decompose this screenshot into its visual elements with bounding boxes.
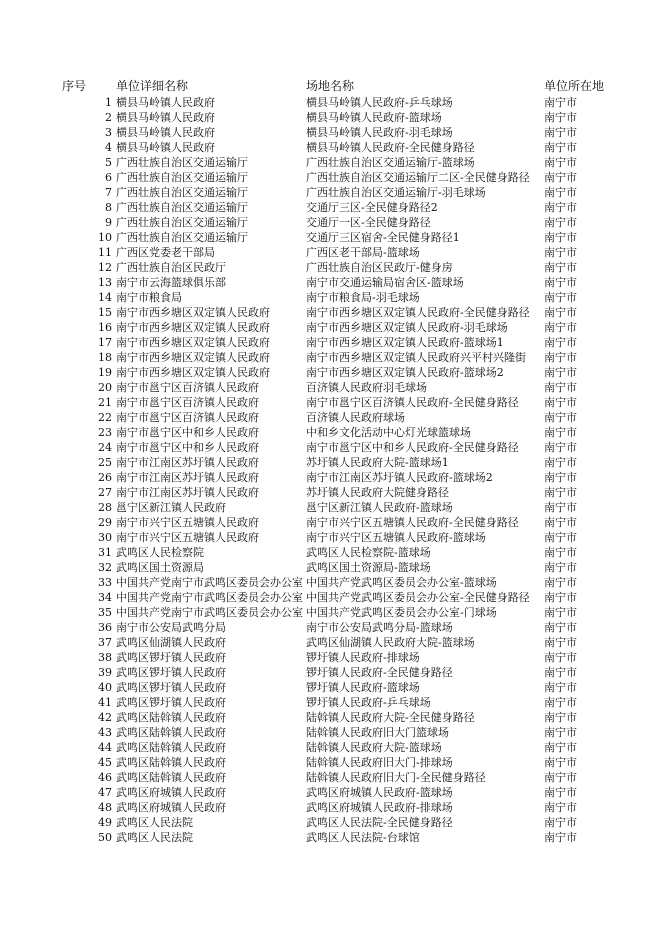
table-row bbox=[0, 200, 662, 215]
unit-name-cell: 邕宁区新江镇人民政府 bbox=[116, 501, 226, 514]
venue-name-cell: 交通厅一区-全民健身路径 bbox=[306, 216, 431, 229]
unit-name-cell: 武鸣区人民法院 bbox=[116, 831, 193, 844]
unit-name-cell: 南宁市云海篮球俱乐部 bbox=[116, 276, 226, 289]
unit-name-cell: 南宁市西乡塘区双定镇人民政府 bbox=[116, 306, 270, 319]
venue-name-cell: 陆斡镇人民政府大院-篮球场 bbox=[306, 741, 442, 754]
venue-name-cell: 陆斡镇人民政府旧大门-排球场 bbox=[306, 756, 453, 769]
table-row bbox=[0, 785, 662, 800]
location-cell: 南宁市 bbox=[544, 636, 577, 649]
location-cell: 南宁市 bbox=[544, 516, 577, 529]
venue-name-cell: 横县马岭镇人民政府-篮球场 bbox=[306, 111, 442, 124]
seq-cell: 49 bbox=[98, 816, 112, 829]
location-cell: 南宁市 bbox=[544, 456, 577, 469]
table-row bbox=[0, 110, 662, 125]
seq-cell: 35 bbox=[98, 606, 112, 619]
table-row bbox=[0, 815, 662, 830]
table-row bbox=[0, 710, 662, 725]
unit-name-cell: 南宁市粮食局 bbox=[116, 291, 182, 304]
location-cell: 南宁市 bbox=[544, 441, 577, 454]
seq-cell: 36 bbox=[98, 621, 112, 634]
table-row bbox=[0, 455, 662, 470]
venue-name-cell: 南宁市交通运输局宿舍区-篮球场 bbox=[306, 276, 464, 289]
seq-cell: 8 bbox=[105, 201, 112, 214]
venue-name-cell: 邕宁区新江镇人民政府-篮球场 bbox=[306, 501, 453, 514]
header-unit: 单位详细名称 bbox=[116, 79, 189, 93]
location-cell: 南宁市 bbox=[544, 411, 577, 424]
venue-name-cell: 南宁市粮食局-羽毛球场 bbox=[306, 291, 420, 304]
venue-name-cell: 武鸣区府城镇人民政府-排球场 bbox=[306, 801, 453, 814]
venue-name-cell: 南宁市邕宁区中和乡人民政府-全民健身路径 bbox=[306, 441, 519, 454]
seq-cell: 50 bbox=[98, 831, 112, 844]
table-row bbox=[0, 440, 662, 455]
location-cell: 南宁市 bbox=[544, 291, 577, 304]
table-row bbox=[0, 140, 662, 155]
unit-name-cell: 武鸣区陆斡镇人民政府 bbox=[116, 741, 226, 754]
seq-cell: 6 bbox=[105, 171, 112, 184]
unit-name-cell: 南宁市西乡塘区双定镇人民政府 bbox=[116, 351, 270, 364]
location-cell: 南宁市 bbox=[544, 666, 577, 679]
venue-name-cell: 广西壮族自治区交通运输厅-篮球场 bbox=[306, 156, 475, 169]
unit-name-cell: 南宁市邕宁区百济镇人民政府 bbox=[116, 411, 259, 424]
table-row bbox=[0, 350, 662, 365]
location-cell: 南宁市 bbox=[544, 381, 577, 394]
table-row bbox=[0, 560, 662, 575]
seq-cell: 47 bbox=[98, 786, 112, 799]
venue-name-cell: 百济镇人民政府球场 bbox=[306, 411, 405, 424]
unit-name-cell: 武鸣区陆斡镇人民政府 bbox=[116, 771, 226, 784]
venue-name-cell: 陆斡镇人民政府旧大门篮球场 bbox=[306, 726, 449, 739]
venue-name-cell: 武鸣区人民法院-全民健身路径 bbox=[306, 816, 453, 829]
venue-name-cell: 南宁市江南区苏圩镇人民政府-篮球场2 bbox=[306, 471, 493, 484]
table-row bbox=[0, 590, 662, 605]
venue-name-cell: 交通厅三区宿舍-全民健身路径1 bbox=[306, 231, 460, 244]
seq-cell: 9 bbox=[105, 216, 112, 229]
venue-name-cell: 苏圩镇人民政府大院健身路径 bbox=[306, 486, 449, 499]
unit-name-cell: 武鸣区仙湖镇人民政府 bbox=[116, 636, 226, 649]
venue-name-cell: 武鸣区人民法院-台球馆 bbox=[306, 831, 420, 844]
unit-name-cell: 广西壮族自治区交通运输厅 bbox=[116, 171, 248, 184]
table-row bbox=[0, 680, 662, 695]
location-cell: 南宁市 bbox=[544, 501, 577, 514]
venue-name-cell: 横县马岭镇人民政府-羽毛球场 bbox=[306, 126, 453, 139]
unit-name-cell: 南宁市邕宁区百济镇人民政府 bbox=[116, 396, 259, 409]
unit-name-cell: 广西壮族自治区交通运输厅 bbox=[116, 231, 248, 244]
venue-name-cell: 武鸣区人民检察院-篮球场 bbox=[306, 546, 431, 559]
venue-name-cell: 横县马岭镇人民政府-乒乓球场 bbox=[306, 96, 453, 109]
location-cell: 南宁市 bbox=[544, 396, 577, 409]
seq-cell: 1 bbox=[105, 96, 112, 109]
seq-cell: 48 bbox=[98, 801, 112, 814]
location-cell: 南宁市 bbox=[544, 306, 577, 319]
table-row bbox=[0, 365, 662, 380]
table-row bbox=[0, 155, 662, 170]
seq-cell: 14 bbox=[98, 291, 112, 304]
seq-cell: 38 bbox=[98, 651, 112, 664]
unit-name-cell: 南宁市邕宁区中和乡人民政府 bbox=[116, 426, 259, 439]
location-cell: 南宁市 bbox=[544, 546, 577, 559]
unit-name-cell: 武鸣区锣圩镇人民政府 bbox=[116, 681, 226, 694]
seq-cell: 33 bbox=[98, 576, 112, 589]
unit-name-cell: 广西壮族自治区交通运输厅 bbox=[116, 216, 248, 229]
unit-name-cell: 武鸣区锣圩镇人民政府 bbox=[116, 666, 226, 679]
venue-name-cell: 锣圩镇人民政府-乒乓球场 bbox=[306, 696, 431, 709]
table-row bbox=[0, 230, 662, 245]
table-row bbox=[0, 515, 662, 530]
unit-name-cell: 武鸣区国土资源局 bbox=[116, 561, 204, 574]
unit-name-cell: 南宁市邕宁区百济镇人民政府 bbox=[116, 381, 259, 394]
location-cell: 南宁市 bbox=[544, 726, 577, 739]
seq-cell: 3 bbox=[105, 126, 112, 139]
venue-name-cell: 百济镇人民政府羽毛球场 bbox=[306, 381, 427, 394]
location-cell: 南宁市 bbox=[544, 321, 577, 334]
unit-name-cell: 中国共产党南宁市武鸣区委员会办公室 bbox=[116, 591, 303, 604]
location-cell: 南宁市 bbox=[544, 126, 577, 139]
location-cell: 南宁市 bbox=[544, 201, 577, 214]
venue-name-cell: 南宁市西乡塘区双定镇人民政府兴平村兴隆街 bbox=[306, 351, 526, 364]
location-cell: 南宁市 bbox=[544, 486, 577, 499]
location-cell: 南宁市 bbox=[544, 831, 577, 844]
table-row bbox=[0, 320, 662, 335]
venue-name-cell: 锣圩镇人民政府-全民健身路径 bbox=[306, 666, 453, 679]
unit-name-cell: 广西壮族自治区交通运输厅 bbox=[116, 201, 248, 214]
unit-name-cell: 武鸣区府城镇人民政府 bbox=[116, 786, 226, 799]
table-row bbox=[0, 635, 662, 650]
venue-table bbox=[0, 78, 662, 845]
seq-cell: 31 bbox=[98, 546, 112, 559]
location-cell: 南宁市 bbox=[544, 576, 577, 589]
seq-cell: 42 bbox=[98, 711, 112, 724]
unit-name-cell: 广西壮族自治区交通运输厅 bbox=[116, 156, 248, 169]
seq-cell: 15 bbox=[98, 306, 112, 319]
unit-name-cell: 南宁市西乡塘区双定镇人民政府 bbox=[116, 366, 270, 379]
table-row bbox=[0, 800, 662, 815]
header-venue: 场地名称 bbox=[306, 79, 355, 93]
header-seq: 序号 bbox=[62, 79, 87, 93]
unit-name-cell: 广西区党委老干部局 bbox=[116, 246, 215, 259]
table-row bbox=[0, 305, 662, 320]
venue-name-cell: 广西区老干部局-篮球场 bbox=[306, 246, 420, 259]
seq-cell: 28 bbox=[98, 501, 112, 514]
location-cell: 南宁市 bbox=[544, 426, 577, 439]
location-cell: 南宁市 bbox=[544, 366, 577, 379]
location-cell: 南宁市 bbox=[544, 621, 577, 634]
table-row bbox=[0, 335, 662, 350]
seq-cell: 40 bbox=[98, 681, 112, 694]
seq-cell: 26 bbox=[98, 471, 112, 484]
location-cell: 南宁市 bbox=[544, 156, 577, 169]
seq-cell: 32 bbox=[98, 561, 112, 574]
seq-cell: 13 bbox=[98, 276, 112, 289]
table-row bbox=[0, 125, 662, 140]
table-row bbox=[0, 395, 662, 410]
table-row bbox=[0, 740, 662, 755]
seq-cell: 30 bbox=[98, 531, 112, 544]
table-row bbox=[0, 245, 662, 260]
table-body bbox=[0, 95, 662, 845]
seq-cell: 5 bbox=[105, 156, 112, 169]
seq-cell: 2 bbox=[105, 111, 112, 124]
venue-name-cell: 南宁市西乡塘区双定镇人民政府-篮球场1 bbox=[306, 336, 504, 349]
venue-name-cell: 中国共产党武鸣区委员会办公室-门球场 bbox=[306, 606, 497, 619]
table-row bbox=[0, 620, 662, 635]
location-cell: 南宁市 bbox=[544, 216, 577, 229]
venue-name-cell: 南宁市邕宁区百济镇人民政府-全民健身路径 bbox=[306, 396, 519, 409]
location-cell: 南宁市 bbox=[544, 771, 577, 784]
table-row bbox=[0, 170, 662, 185]
location-cell: 南宁市 bbox=[544, 711, 577, 724]
unit-name-cell: 南宁市江南区苏圩镇人民政府 bbox=[116, 471, 259, 484]
unit-name-cell: 武鸣区陆斡镇人民政府 bbox=[116, 711, 226, 724]
table-row bbox=[0, 290, 662, 305]
seq-cell: 7 bbox=[105, 186, 112, 199]
seq-cell: 25 bbox=[98, 456, 112, 469]
table-row bbox=[0, 470, 662, 485]
seq-cell: 21 bbox=[98, 396, 112, 409]
unit-name-cell: 南宁市邕宁区中和乡人民政府 bbox=[116, 441, 259, 454]
location-cell: 南宁市 bbox=[544, 786, 577, 799]
unit-name-cell: 武鸣区陆斡镇人民政府 bbox=[116, 726, 226, 739]
unit-name-cell: 武鸣区人民检察院 bbox=[116, 546, 204, 559]
venue-name-cell: 广西壮族自治区民政厅-健身房 bbox=[306, 261, 453, 274]
seq-cell: 19 bbox=[98, 366, 112, 379]
seq-cell: 34 bbox=[98, 591, 112, 604]
location-cell: 南宁市 bbox=[544, 261, 577, 274]
unit-name-cell: 中国共产党南宁市武鸣区委员会办公室 bbox=[116, 606, 303, 619]
table-row bbox=[0, 425, 662, 440]
unit-name-cell: 广西壮族自治区民政厅 bbox=[116, 261, 226, 274]
location-cell: 南宁市 bbox=[544, 681, 577, 694]
unit-name-cell: 南宁市西乡塘区双定镇人民政府 bbox=[116, 336, 270, 349]
table-row bbox=[0, 755, 662, 770]
location-cell: 南宁市 bbox=[544, 96, 577, 109]
seq-cell: 16 bbox=[98, 321, 112, 334]
location-cell: 南宁市 bbox=[544, 171, 577, 184]
seq-cell: 44 bbox=[98, 741, 112, 754]
venue-name-cell: 锣圩镇人民政府-篮球场 bbox=[306, 681, 420, 694]
location-cell: 南宁市 bbox=[544, 591, 577, 604]
unit-name-cell: 武鸣区锣圩镇人民政府 bbox=[116, 651, 226, 664]
seq-cell: 39 bbox=[98, 666, 112, 679]
table-row bbox=[0, 830, 662, 845]
venue-name-cell: 南宁市兴宁区五塘镇人民政府-全民健身路径 bbox=[306, 516, 519, 529]
seq-cell: 43 bbox=[98, 726, 112, 739]
unit-name-cell: 南宁市兴宁区五塘镇人民政府 bbox=[116, 531, 259, 544]
location-cell: 南宁市 bbox=[544, 336, 577, 349]
seq-cell: 4 bbox=[105, 141, 112, 154]
location-cell: 南宁市 bbox=[544, 351, 577, 364]
location-cell: 南宁市 bbox=[544, 696, 577, 709]
table-row bbox=[0, 650, 662, 665]
unit-name-cell: 横县马岭镇人民政府 bbox=[116, 111, 215, 124]
seq-cell: 18 bbox=[98, 351, 112, 364]
table-row bbox=[0, 530, 662, 545]
unit-name-cell: 南宁市兴宁区五塘镇人民政府 bbox=[116, 516, 259, 529]
seq-cell: 11 bbox=[98, 246, 112, 259]
unit-name-cell: 南宁市西乡塘区双定镇人民政府 bbox=[116, 321, 270, 334]
unit-name-cell: 武鸣区陆斡镇人民政府 bbox=[116, 756, 226, 769]
unit-name-cell: 南宁市江南区苏圩镇人民政府 bbox=[116, 486, 259, 499]
location-cell: 南宁市 bbox=[544, 801, 577, 814]
unit-name-cell: 武鸣区人民法院 bbox=[116, 816, 193, 829]
venue-name-cell: 南宁市西乡塘区双定镇人民政府-羽毛球场 bbox=[306, 321, 508, 334]
table-row bbox=[0, 215, 662, 230]
seq-cell: 41 bbox=[98, 696, 112, 709]
location-cell: 南宁市 bbox=[544, 816, 577, 829]
seq-cell: 12 bbox=[98, 261, 112, 274]
location-cell: 南宁市 bbox=[544, 471, 577, 484]
venue-name-cell: 武鸣区府城镇人民政府-篮球场 bbox=[306, 786, 453, 799]
table-row bbox=[0, 410, 662, 425]
venue-name-cell: 交通厅三区-全民健身路径2 bbox=[306, 201, 438, 214]
venue-name-cell: 陆斡镇人民政府旧大门-全民健身路径 bbox=[306, 771, 486, 784]
unit-name-cell: 广西壮族自治区交通运输厅 bbox=[116, 186, 248, 199]
table-header-row bbox=[0, 78, 662, 95]
table-row bbox=[0, 695, 662, 710]
location-cell: 南宁市 bbox=[544, 141, 577, 154]
location-cell: 南宁市 bbox=[544, 111, 577, 124]
seq-cell: 37 bbox=[98, 636, 112, 649]
venue-name-cell: 南宁市西乡塘区双定镇人民政府-篮球场2 bbox=[306, 366, 504, 379]
table-row bbox=[0, 485, 662, 500]
table-row bbox=[0, 575, 662, 590]
venue-name-cell: 中国共产党武鸣区委员会办公室-全民健身路径 bbox=[306, 591, 530, 604]
table-row bbox=[0, 380, 662, 395]
venue-name-cell: 广西壮族自治区交通运输厅-羽毛球场 bbox=[306, 186, 486, 199]
venue-name-cell: 南宁市西乡塘区双定镇人民政府-全民健身路径 bbox=[306, 306, 530, 319]
location-cell: 南宁市 bbox=[544, 606, 577, 619]
table-row bbox=[0, 725, 662, 740]
unit-name-cell: 武鸣区锣圩镇人民政府 bbox=[116, 696, 226, 709]
location-cell: 南宁市 bbox=[544, 246, 577, 259]
unit-name-cell: 横县马岭镇人民政府 bbox=[116, 141, 215, 154]
location-cell: 南宁市 bbox=[544, 531, 577, 544]
location-cell: 南宁市 bbox=[544, 276, 577, 289]
venue-name-cell: 陆斡镇人民政府大院-全民健身路径 bbox=[306, 711, 475, 724]
unit-name-cell: 武鸣区府城镇人民政府 bbox=[116, 801, 226, 814]
seq-cell: 23 bbox=[98, 426, 112, 439]
table-row bbox=[0, 185, 662, 200]
venue-name-cell: 武鸣区仙湖镇人民政府大院-篮球场 bbox=[306, 636, 475, 649]
seq-cell: 17 bbox=[98, 336, 112, 349]
venue-name-cell: 中和乡文化活动中心灯光球篮球场 bbox=[306, 426, 471, 439]
seq-cell: 46 bbox=[98, 771, 112, 784]
table-row bbox=[0, 665, 662, 680]
venue-name-cell: 南宁市兴宁区五塘镇人民政府-篮球场 bbox=[306, 531, 486, 544]
location-cell: 南宁市 bbox=[544, 756, 577, 769]
venue-name-cell: 中国共产党武鸣区委员会办公室-篮球场 bbox=[306, 576, 497, 589]
header-location: 单位所在地 bbox=[544, 79, 605, 93]
location-cell: 南宁市 bbox=[544, 651, 577, 664]
location-cell: 南宁市 bbox=[544, 561, 577, 574]
seq-cell: 45 bbox=[98, 756, 112, 769]
table-row bbox=[0, 95, 662, 110]
unit-name-cell: 南宁市江南区苏圩镇人民政府 bbox=[116, 456, 259, 469]
unit-name-cell: 横县马岭镇人民政府 bbox=[116, 96, 215, 109]
unit-name-cell: 横县马岭镇人民政府 bbox=[116, 126, 215, 139]
table-row bbox=[0, 260, 662, 275]
unit-name-cell: 中国共产党南宁市武鸣区委员会办公室 bbox=[116, 576, 303, 589]
venue-name-cell: 锣圩镇人民政府-排球场 bbox=[306, 651, 420, 664]
seq-cell: 24 bbox=[98, 441, 112, 454]
venue-name-cell: 苏圩镇人民政府大院-篮球场1 bbox=[306, 456, 449, 469]
location-cell: 南宁市 bbox=[544, 741, 577, 754]
table-row bbox=[0, 770, 662, 785]
table-row bbox=[0, 500, 662, 515]
location-cell: 南宁市 bbox=[544, 231, 577, 244]
seq-cell: 27 bbox=[98, 486, 112, 499]
table-row bbox=[0, 275, 662, 290]
seq-cell: 20 bbox=[98, 381, 112, 394]
unit-name-cell: 南宁市公安局武鸣分局 bbox=[116, 621, 226, 634]
table-row bbox=[0, 605, 662, 620]
seq-cell: 22 bbox=[98, 411, 112, 424]
seq-cell: 29 bbox=[98, 516, 112, 529]
location-cell: 南宁市 bbox=[544, 186, 577, 199]
table-row bbox=[0, 545, 662, 560]
venue-name-cell: 横县马岭镇人民政府-全民健身路径 bbox=[306, 141, 475, 154]
seq-cell: 10 bbox=[98, 231, 112, 244]
venue-name-cell: 广西壮族自治区交通运输厅二区-全民健身路径 bbox=[306, 171, 530, 184]
venue-name-cell: 武鸣区国土资源局-篮球场 bbox=[306, 561, 431, 574]
venue-name-cell: 南宁市公安局武鸣分局-篮球场 bbox=[306, 621, 453, 634]
